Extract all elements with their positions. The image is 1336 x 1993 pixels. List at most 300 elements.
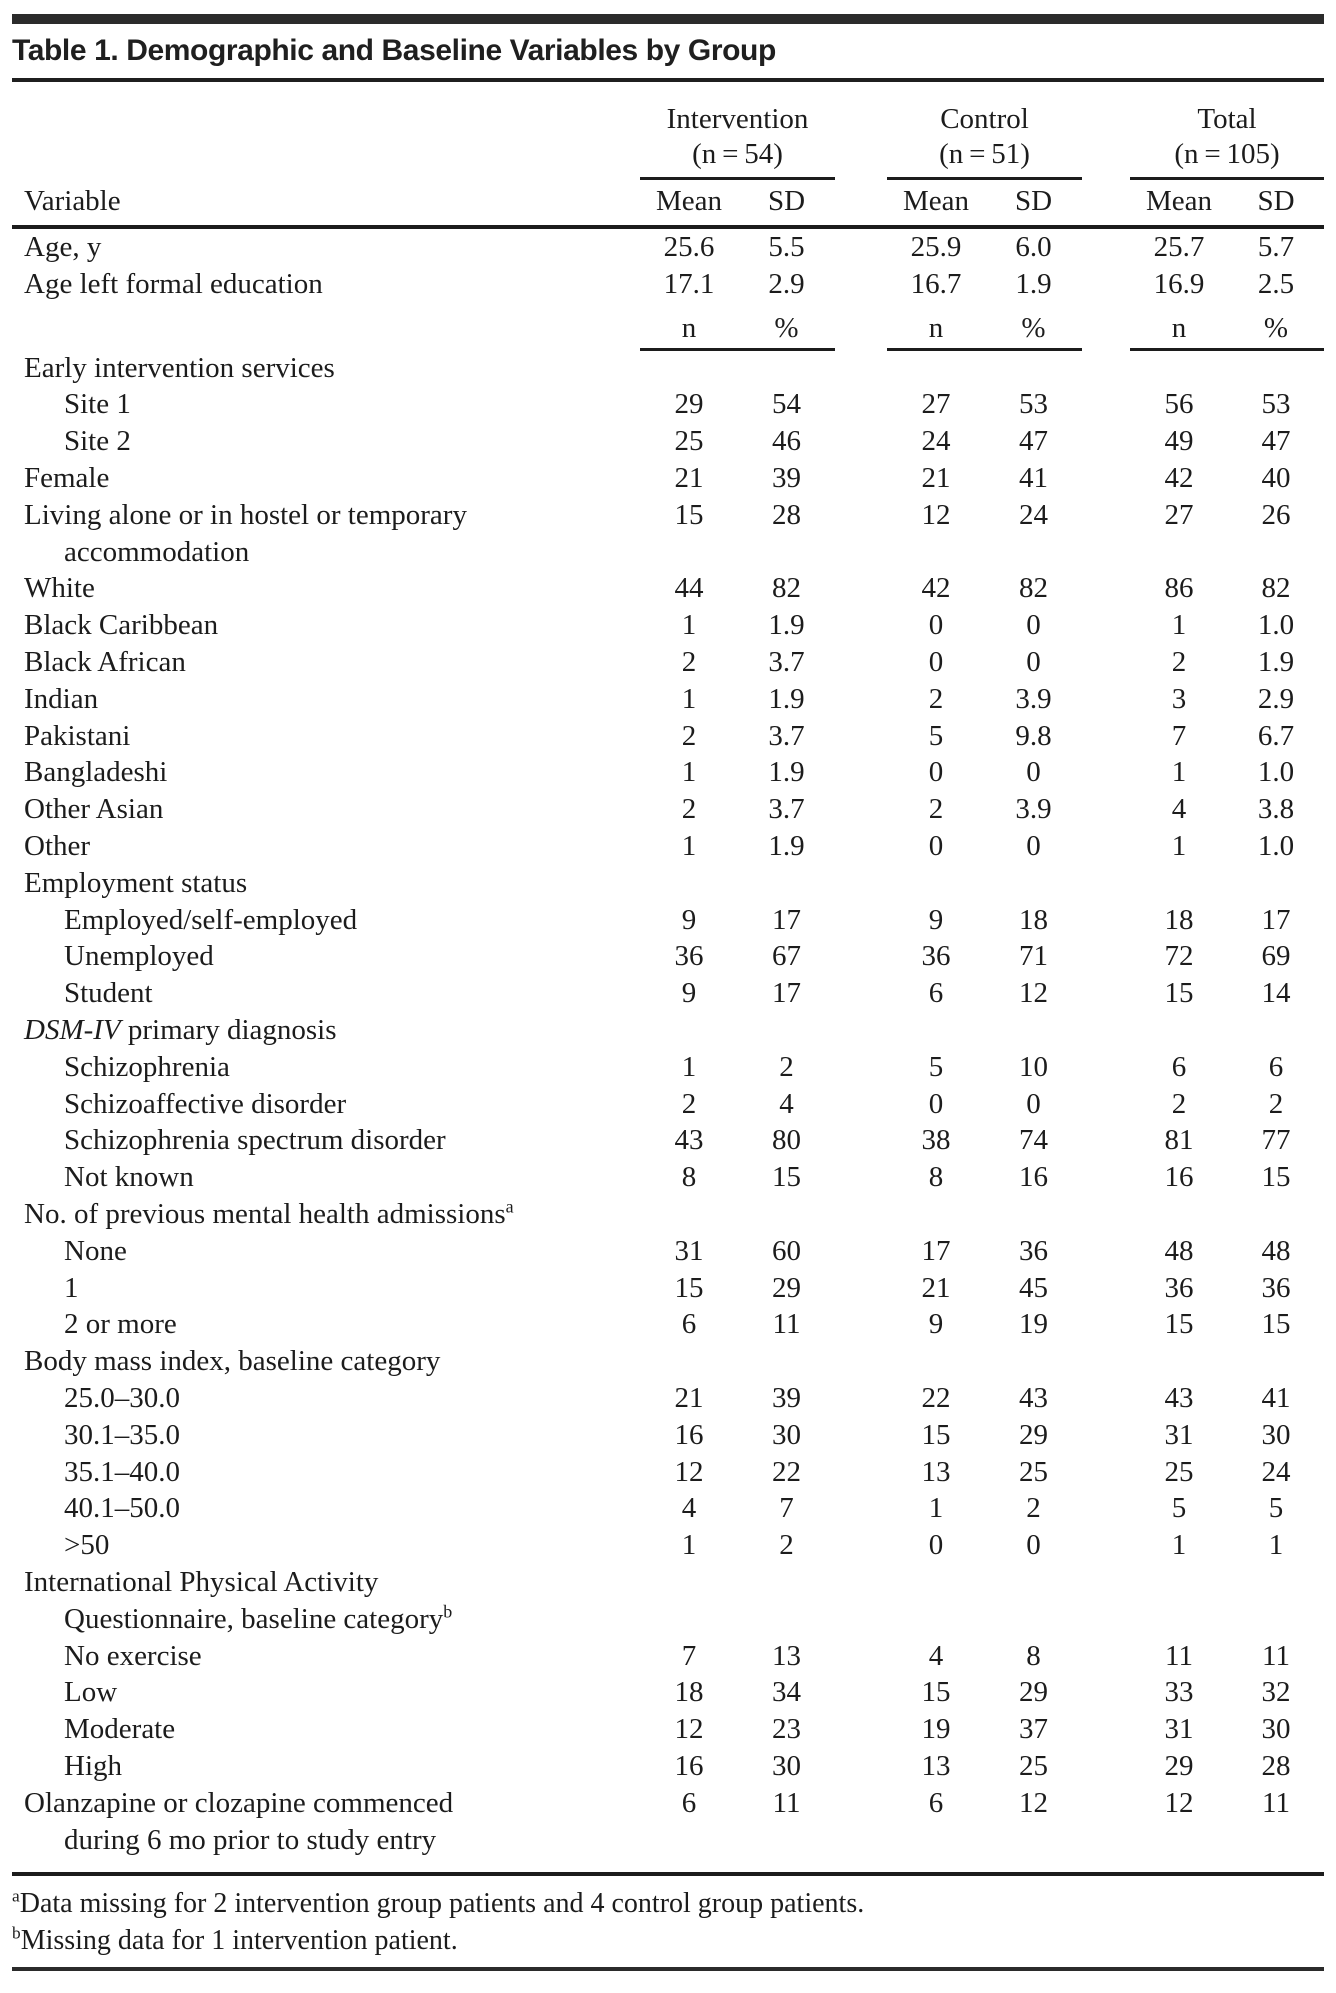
row-label: Olanzapine or clozapine commenced during 6 mo prior to study entry [24,1786,454,1856]
value-cell: 41 [1261,1382,1291,1414]
paper-table-page [0,14,1336,1971]
value-cell: 6 [1268,1050,1284,1083]
column-gap [1082,302,1130,349]
value-cell: 16 [1019,1161,1049,1194]
value-cell [1130,1564,1228,1638]
table-row [12,718,1324,755]
sd-header-control: SD [985,179,1082,227]
row-label: Age left formal education [24,267,323,300]
value-cell [985,350,1082,387]
sd-header-total: SD [1228,179,1324,227]
column-gap [835,1417,887,1454]
value-cell: 1 [1171,609,1187,642]
row-label: Unemployed [64,940,214,973]
group-n-control: (n = 51) [939,138,1030,170]
table-row [12,1785,1324,1873]
value-cell [985,1564,1082,1638]
column-gap [1082,497,1130,571]
value-cell: 32 [1261,1676,1291,1709]
value-cell: 48 [1164,1234,1194,1267]
column-gap [1082,681,1130,718]
value-cell: 6 [928,977,944,1010]
value-cell: 0 [928,1087,944,1120]
value-cell: 18 [1019,903,1049,936]
value-cell: 19 [1019,1308,1049,1341]
value-cell: 5.5 [768,230,805,263]
table-row [12,791,1324,828]
value-cell: 36 [1164,1271,1194,1304]
value-cell: 2.9 [1257,682,1295,715]
value-cell: 0 [1026,609,1041,642]
value-cell: 47 [1261,425,1291,458]
value-cell: 45 [1019,1271,1049,1304]
column-gap [1082,1417,1130,1454]
row-label: 30.1–35.0 [64,1418,180,1451]
row-label: None [64,1234,127,1267]
column-gap [1082,266,1130,303]
row-label: Other Asian [24,793,164,826]
value-cell: 14 [1261,977,1291,1010]
column-gap [835,718,887,755]
value-cell: 28 [1261,1749,1291,1782]
value-cell [1130,1343,1228,1380]
value-cell: 21 [674,462,704,495]
value-cell: 1.9 [768,756,805,789]
value-cell: 1.9 [1015,267,1052,300]
column-gap [1082,1012,1130,1049]
column-gap [835,1638,887,1675]
column-gap [1082,1270,1130,1307]
value-cell: 2 [1268,1087,1284,1120]
row-label: Early intervention services [24,351,335,384]
value-cell: 44 [674,572,704,605]
row-label: >50 [64,1529,110,1562]
value-cell: 12 [921,498,951,531]
footnote-a-text: Data missing for 2 intervention group patients and 4 control group patients. [19,1888,865,1920]
table-row [12,1270,1324,1307]
value-cell: 4 [779,1087,794,1120]
value-cell: 39 [772,1382,801,1414]
value-cell: 7 [1171,719,1187,752]
value-cell: 40 [1261,462,1291,495]
value-cell: 54 [772,388,801,421]
value-cell [738,1196,835,1233]
value-cell [1228,1012,1324,1049]
value-cell: 34 [772,1676,801,1709]
row-label: Not known [64,1161,194,1194]
value-cell: 3.7 [768,793,805,826]
value-cell: 25 [1019,1455,1049,1488]
table-row [12,644,1324,681]
column-gap [1082,718,1130,755]
value-cell: 43 [674,1124,704,1157]
value-cell: 3.9 [1015,793,1052,826]
value-cell [887,865,985,902]
table-row [12,1343,1324,1380]
table-row [12,754,1324,791]
value-cell [640,1564,738,1638]
column-gap [1082,179,1130,227]
table-top-rule [12,14,1324,24]
table-row [12,1564,1324,1638]
value-cell: 24 [1261,1455,1291,1488]
column-gap [1082,865,1130,902]
value-cell: 43 [1019,1382,1049,1414]
column-gap [1082,1233,1130,1270]
table-row [12,460,1324,497]
group-label-total: Total [1197,103,1257,135]
value-cell: 36 [1019,1234,1049,1267]
column-gap [1082,423,1130,460]
column-gap [835,1159,887,1196]
value-cell [640,1343,738,1380]
value-cell: 11 [772,1786,801,1819]
row-label: 2 or more [64,1308,177,1341]
value-cell: 10 [1019,1050,1049,1083]
column-gap [1082,1564,1130,1638]
value-cell [887,1012,985,1049]
value-cell: 30 [772,1418,801,1451]
value-cell: 42 [921,572,951,605]
column-gap [835,1086,887,1123]
table-row [12,386,1324,423]
row-label: Moderate [64,1713,176,1746]
value-cell: 25.9 [910,230,962,263]
value-cell: 18 [1164,903,1194,936]
column-gap [835,1527,887,1564]
value-cell: 11 [1262,1639,1290,1672]
column-gap [1082,1748,1130,1785]
value-cell: 23 [772,1713,801,1746]
row-label: No exercise [64,1639,202,1672]
value-cell: 2 [928,793,944,826]
value-cell: 11 [772,1308,801,1341]
value-cell: 31 [1164,1713,1194,1746]
value-cell: 13 [921,1749,951,1782]
column-gap [835,179,887,227]
column-gap [1082,1490,1130,1527]
row-label: Indian [24,682,99,715]
value-cell: 24 [1019,498,1049,531]
value-cell: 36 [1261,1271,1291,1304]
mean-header-total: Mean [1130,179,1228,227]
table-bottom-rule [12,1967,1324,1971]
count-subheader-cell: % [738,302,835,349]
row-label: DSM-IV primary diagnosis [24,1014,337,1047]
value-cell: 15 [1164,977,1194,1010]
column-gap [835,423,887,460]
value-cell: 39 [772,462,801,495]
value-cell: 43 [1164,1382,1194,1414]
table-row [12,1490,1324,1527]
table-row [12,1049,1324,1086]
value-cell: 16.9 [1153,267,1205,300]
value-cell: 2 [681,646,697,679]
value-cell: 31 [674,1234,704,1267]
value-cell: 74 [1019,1124,1049,1157]
value-cell: 5 [1171,1492,1187,1525]
column-gap [1082,902,1130,939]
value-cell: 4 [928,1639,944,1672]
group-header-spacer [12,82,640,179]
column-gap [1082,1638,1130,1675]
footnote-b-marker: b [12,1924,21,1944]
value-cell: 1 [681,682,697,715]
mean-header-control: Mean [887,179,985,227]
value-cell: 2 [1171,646,1187,679]
count-subheader-cell: % [985,302,1082,349]
row-label: Age, y [24,230,102,263]
value-cell: 86 [1164,572,1194,605]
count-subheader-cell: % [1228,302,1324,349]
value-cell: 18 [674,1676,704,1709]
table-row [12,1233,1324,1270]
group-label-control: Control [940,103,1029,135]
footnote-b [12,1922,1324,1959]
table-row [12,938,1324,975]
row-label: White [24,572,95,605]
column-gap [1082,1306,1130,1343]
stat-header-row [12,179,1324,227]
value-cell: 15 [772,1161,801,1194]
value-cell: 30 [1261,1418,1291,1451]
column-gap [835,791,887,828]
sd-header-intervention: SD [738,179,835,227]
column-gap [835,1564,887,1638]
value-cell: 38 [921,1124,951,1157]
column-gap [1082,1380,1130,1417]
row-label: 25.0–30.0 [64,1382,180,1414]
column-gap [835,1711,887,1748]
value-cell: 1.0 [1257,756,1295,789]
footnote-b-text: Missing data for 1 intervention patient. [20,1925,458,1957]
column-gap [835,1343,887,1380]
value-cell: 4 [1171,793,1187,826]
value-cell: 31 [1164,1418,1194,1451]
column-gap [1082,1049,1130,1086]
value-cell: 0 [928,646,944,679]
value-cell: 27 [921,388,951,421]
value-cell: 0 [928,830,944,863]
column-gap [835,570,887,607]
column-gap [1082,1674,1130,1711]
value-cell: 2 [681,1087,697,1120]
value-cell [640,1196,738,1233]
table-row [12,1674,1324,1711]
column-gap [835,828,887,865]
column-gap [1082,754,1130,791]
value-cell [887,1196,985,1233]
column-gap [835,1233,887,1270]
value-cell: 77 [1261,1124,1291,1157]
value-cell: 2 [1171,1087,1187,1120]
value-cell [887,1564,985,1638]
row-label: Employed/self-employed [64,903,358,936]
table-row [12,1122,1324,1159]
table-row [12,1196,1324,1233]
value-cell: 25.7 [1153,230,1205,263]
value-cell: 25 [1164,1455,1194,1488]
value-cell: 12 [674,1713,704,1746]
row-label: Schizophrenia spectrum disorder [64,1124,446,1157]
value-cell [1228,1343,1324,1380]
value-cell: 6.0 [1015,230,1052,263]
value-cell: 1 [928,1492,944,1525]
value-cell: 30 [772,1749,801,1782]
row-label: 40.1–50.0 [64,1492,180,1525]
value-cell: 9.8 [1015,719,1052,752]
value-cell: 53 [1019,388,1049,421]
group-n-total: (n = 105) [1174,138,1280,170]
value-cell: 5 [928,1050,944,1083]
value-cell: 15 [1261,1161,1291,1194]
value-cell: 4 [681,1492,697,1525]
column-gap [835,865,887,902]
value-cell: 8 [928,1161,944,1194]
value-cell: 0 [928,1529,944,1562]
value-cell [640,350,738,387]
value-cell: 15 [921,1418,951,1451]
group-header-row [12,82,1324,179]
value-cell: 24 [921,425,951,458]
value-cell: 3.7 [768,646,805,679]
value-cell [640,865,738,902]
value-cell: 22 [772,1455,801,1488]
value-cell: 8 [1026,1639,1041,1672]
table-row [12,423,1324,460]
column-gap [835,1785,887,1873]
row-label: No. of previous mental health admissions$^a$ [24,1196,514,1231]
value-cell: 3.9 [1015,682,1052,715]
value-cell: 49 [1164,425,1194,458]
count-subheader-row [12,302,1324,349]
value-cell: 0 [1026,756,1041,789]
column-gap [1082,975,1130,1012]
value-cell: 2 [681,793,697,826]
column-gap [1082,828,1130,865]
column-gap [835,975,887,1012]
value-cell: 25 [1019,1749,1049,1782]
table-body [12,227,1324,1873]
column-gap [1082,386,1130,423]
table-row [12,497,1324,571]
value-cell: 72 [1164,940,1194,973]
table-row [12,1748,1324,1785]
row-label [12,302,640,349]
value-cell: 17 [1261,903,1291,936]
row-label: 1 [64,1271,79,1304]
column-gap [1082,570,1130,607]
table-row [12,1306,1324,1343]
value-cell [985,865,1082,902]
table-row [12,681,1324,718]
value-cell: 41 [1019,462,1049,495]
value-cell [738,350,835,387]
column-gap [1082,644,1130,681]
column-gap [835,754,887,791]
value-cell [738,1564,835,1638]
value-cell: 82 [1019,572,1049,605]
value-cell [640,1012,738,1049]
value-cell: 33 [1164,1676,1194,1709]
value-cell: 0 [928,756,944,789]
value-cell: 7 [779,1492,794,1525]
value-cell: 42 [1164,462,1194,495]
value-cell: 37 [1019,1713,1049,1746]
column-gap [835,1049,887,1086]
value-cell: 12 [1019,1786,1049,1819]
value-cell: 6 [928,1786,944,1819]
column-gap [835,227,887,266]
value-cell: 15 [674,498,704,531]
value-cell: 6 [1171,1050,1187,1083]
column-gap [835,681,887,718]
value-cell: 3.7 [768,719,805,752]
footnote-a [12,1885,1324,1922]
table-row [12,266,1324,303]
value-cell: 1 [681,1050,697,1083]
value-cell: 16 [674,1418,704,1451]
row-label: Pakistani [24,719,131,752]
table-row [12,570,1324,607]
group-header-total [1130,82,1324,179]
column-gap [835,497,887,571]
value-cell: 1.9 [768,609,805,642]
value-cell: 15 [921,1676,951,1709]
column-gap [1082,607,1130,644]
column-gap [1082,1196,1130,1233]
table-row [12,1159,1324,1196]
value-cell: 81 [1164,1124,1194,1157]
value-cell: 2 [1026,1492,1041,1525]
value-cell: 60 [772,1234,801,1267]
value-cell [738,865,835,902]
value-cell: 11 [1262,1786,1290,1819]
column-gap [835,1380,887,1417]
value-cell: 9 [681,903,697,936]
column-gap [835,460,887,497]
group-label-intervention: Intervention [666,103,809,135]
table-row [12,1086,1324,1123]
value-cell [1130,865,1228,902]
column-gap [835,302,887,349]
value-cell: 15 [1261,1308,1291,1341]
value-cell [1130,1196,1228,1233]
column-gap [1082,1711,1130,1748]
group-n-intervention: (n = 54) [692,138,783,170]
value-cell: 1 [1268,1529,1284,1562]
value-cell: 2.9 [768,267,805,300]
column-gap [835,350,887,387]
table-title: Table 1. Demographic and Baseline Variables by Group [12,34,776,67]
value-cell: 11 [1165,1639,1193,1672]
column-gap [1082,1122,1130,1159]
value-cell: 2.5 [1257,267,1295,300]
row-label: Other [24,830,91,863]
column-gap [835,1270,887,1307]
value-cell: 1 [1171,756,1187,789]
value-cell: 12 [674,1455,704,1488]
value-cell: 17 [772,977,801,1010]
column-gap [835,1454,887,1491]
column-gap [835,82,887,179]
value-cell: 2 [681,719,697,752]
row-label: Living alone or in hostel or temporary accommodation [24,498,467,568]
value-cell: 5.7 [1257,230,1295,263]
column-gap [835,386,887,423]
value-cell: 82 [1261,572,1291,605]
value-cell: 13 [772,1639,801,1672]
